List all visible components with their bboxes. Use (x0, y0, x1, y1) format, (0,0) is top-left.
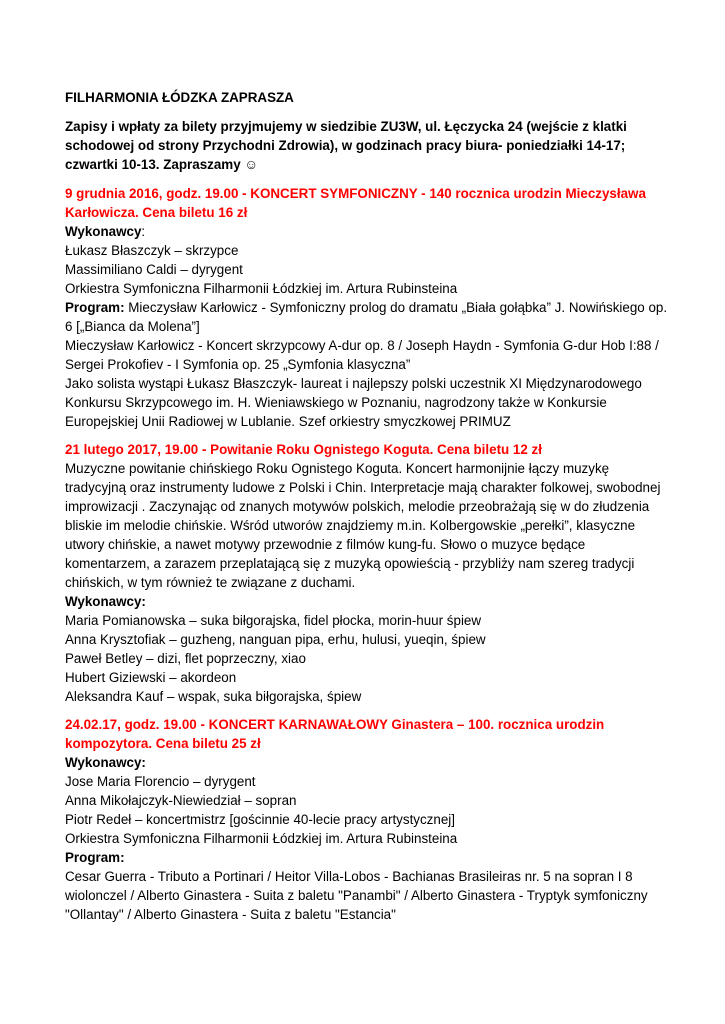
event-2-description: Muzyczne powitanie chińskiego Roku Ognistego Koguta. Koncert harmonijnie łączy muzykę tradycyjną oraz instrumenty ludowe z Polski i Chin. Interpretacje mają charakter folkowej, swobodnej improwizacji . Zaczynając od znanych motywów polskich, melodie przeobrażają się w do złudzenia bliskie im melodie chińskie. Wśród utworów znajdziemy m.in. Kolbergowskie „perełki”, klasyczne utwory chińskie, a nawet motywy przewodnie z filmów kung-fu. Słowo o muzyce będące komentarzem, a zarazem przeplatającą się z muzyką opowieścią - przybliży nam szereg tradycji chińskich, w tym również te związane z duchami. (65, 461, 661, 590)
intro-paragraph: Zapisy i wpłaty za bilety przyjmujemy w siedzibie ZU3W, ul. Łęczycka 24 (wejście z klatki schodowej od strony Przychodni Zdrowia), w godzinach pracy biura- poniedziałki 14-17; czwartki 10-13. Zapraszamy ☺ (65, 119, 627, 172)
event-3 (65, 715, 670, 924)
event-2-performer: Anna Krysztofiak – guzheng, nanguan pipa, erhu, hulusi, yueqin, śpiew (65, 632, 486, 647)
event-1-program-text: Mieczysław Karłowicz - Symfoniczny prolog do dramatu „Biała gołąbka” J. Nowińskiego op. 6 [„Bianca da Molena”] (65, 300, 668, 334)
event-1-note: Jako solista wystąpi Łukasz Błaszczyk- laureat i najlepszy polski uczestnik XI Międzynarodowego Konkursu Skrzypcowego im. H. Wieniawskiego w Poznaniu, nagrodzony także w Konkursie Europejskiej Unii Radiowej w Lublanie. Szef orkiestry smyczkowej PRIMUZ (65, 376, 642, 429)
event-1-performer: Massimiliano Caldi – dyrygent (65, 262, 243, 277)
event-3-performers-label: Wykonawcy: (65, 755, 146, 770)
event-1-performer: Orkiestra Symfoniczna Filharmonii Łódzkiej im. Artura Rubinsteina (65, 281, 458, 296)
event-1-performer: Łukasz Błaszczyk – skrzypce (65, 243, 239, 258)
event-1-program-more: Mieczysław Karłowicz - Koncert skrzypcowy A-dur op. 8 / Joseph Haydn - Symfonia G-dur Hob I:88 / Sergei Prokofiev - I Symfonia op. 25 „Symfonia klasyczna” (65, 338, 659, 372)
event-3-performer: Orkiestra Symfoniczna Filharmonii Łódzkiej im. Artura Rubinsteina (65, 831, 458, 846)
event-3-heading: 24.02.17, godz. 19.00 - KONCERT KARNAWAŁOWY Ginastera – 100. rocznica urodzin kompozytora. Cena biletu 25 zł (65, 717, 605, 751)
event-1 (65, 184, 670, 431)
event-3-performer: Piotr Redeł – koncertmistrz [gościnnie 40-lecie pracy artystycznej] (65, 812, 455, 827)
event-1-heading: 9 grudnia 2016, godz. 19.00 - KONCERT SYMFONICZNY - 140 rocznica urodzin Mieczysława Karłowicza. Cena biletu 16 zł (65, 186, 646, 220)
event-2-performer: Hubert Giziewski – akordeon (65, 670, 237, 685)
event-1-performers-label: Wykonawcy: (65, 224, 146, 239)
event-2 (65, 440, 670, 706)
page-title: FILHARMONIA ŁÓDZKA ZAPRASZA (65, 90, 294, 105)
event-2-performer: Paweł Betley – dizi, flet poprzeczny, xiao (65, 651, 306, 666)
event-3-performer: Jose Maria Florencio – dyrygent (65, 774, 256, 789)
event-1-program (65, 298, 670, 336)
document-content (65, 88, 670, 933)
event-1-program-label: Program: (65, 300, 125, 315)
event-3-performer: Anna Mikołajczyk-Niewiedział – sopran (65, 793, 297, 808)
event-3-program-label: Program: (65, 850, 125, 865)
event-2-performers-label: Wykonawcy: (65, 594, 146, 609)
event-2-performer: Aleksandra Kauf – wspak, suka biłgorajska, śpiew (65, 689, 362, 704)
event-2-heading: 21 lutego 2017, 19.00 - Powitanie Roku Ognistego Koguta. Cena biletu 12 zł (65, 442, 542, 457)
event-2-performer: Maria Pomianowska – suka biłgorajska, fidel płocka, morin-huur śpiew (65, 613, 482, 628)
event-3-program-text: Cesar Guerra - Tributo a Portinari / Heitor Villa-Lobos - Bachianas Brasileiras nr. 5 na sopran I 8 wiolonczel / Alberto Ginastera - Suita z baletu "Panambi" / Alberto Ginastera - Tryptyk symfoniczny "Ollantay" / Alberto Ginastera - Suita z baletu "Estancia" (65, 869, 648, 922)
